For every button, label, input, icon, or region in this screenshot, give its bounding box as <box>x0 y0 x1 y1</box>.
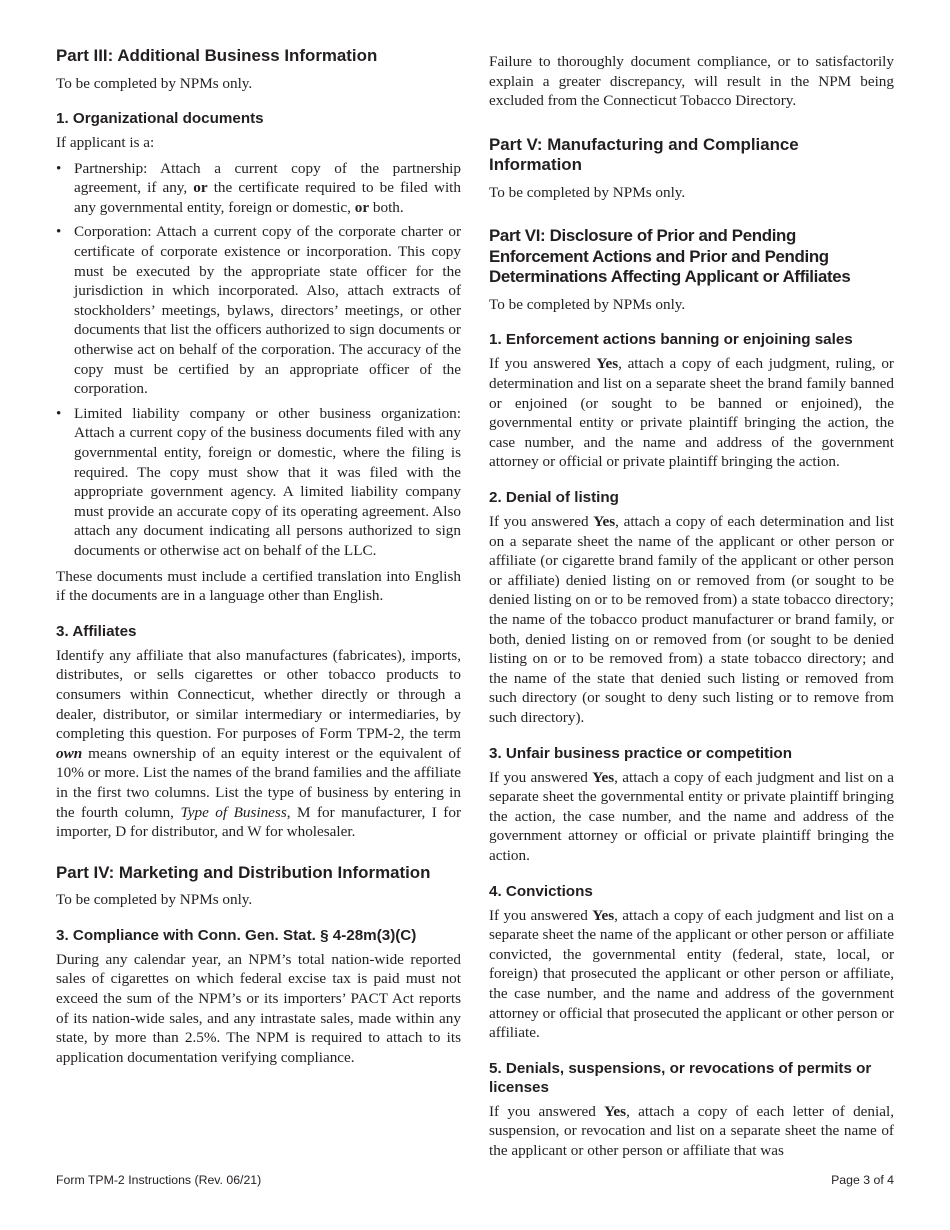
affiliates-text: Identify any affiliate that also manufactures (fabricates), imports, distributes, or sells cigarettes or other tobacco products to consumers within Connecticut, whether directly or through a dealer, distributor, or similar intermediary or intermediaries, by completing this question. For purposes of Form TPM-2, the term own means ownership of an equity interest or the equivalent of 10% or more. List the names of the brand families and the affiliate in the first two columns. List the type of business by entering in the fourth column, Type of Business, M for manufacturer, I for importer, D for distributor, and W for wholesaler. <box>56 646 462 841</box>
permits-heading: 5. Denials, suspensions, or revocations of permits or licenses <box>489 1059 872 1096</box>
denial-of-listing-heading: 2. Denial of listing <box>489 489 619 507</box>
convictions-heading: 4. Convictions <box>489 882 593 900</box>
left-column <box>56 46 461 1078</box>
bullet-icon: • <box>56 404 62 422</box>
list-item-llc: • Limited liability company or other business organization: Attach a current copy of the business documents filed with any governmental entity, foreign or domestic, where the filing is required. The copy must show that it was filed with the appropriate government agency. A limited liability company must provide an accurate copy of its operating agreement. Also attach any document indicating all persons authorized to sign documents or otherwise act on behalf of the LLC. <box>56 404 461 559</box>
list-item-partnership: • Partnership: Attach a current copy of the partnership agreement, if any, or the certificate required to be filed with any governmental entity, foreign or domestic, or both. <box>56 159 461 216</box>
unfair-practice-text: If you answered Yes, attach a copy of each judgment and list on a separate sheet the governmental entity or private plaintiff bringing the action, the case number, and the name and address of the government attorney or official or private plaintiff bringing the action. <box>489 768 895 864</box>
part3-title: Part III: Additional Business Information <box>56 46 378 65</box>
right-column <box>489 46 894 1171</box>
part5-intro: To be completed by NPMs only. <box>489 183 686 201</box>
failure-text: Failure to thoroughly document compliance, or to satisfactorily explain a greater discrepancy, will result in the NPM being excluded from the Connecticut Tobacco Directory. <box>489 53 894 110</box>
part3-intro: To be completed by NPMs only. <box>56 74 253 92</box>
bullet-icon: • <box>56 223 62 241</box>
denial-of-listing-text: If you answered Yes, attach a copy of each determination and list on a separate sheet the name of the applicant or other person or affiliate (or cigarette brand family of the applicant or other person or affiliate) denied listing on or removed from (or sought to be denied listing on or to be removed from) a state tobacco directory; the name of the tobacco product manufacturer or brand family, or both, denied listing on or removed from (or sought to be denied listing on or to be removed from) a state tobacco directory; and the name of the state that denied such listing or removed from such directory (or sought to deny such listing or to remove from such directory). <box>489 513 894 726</box>
org-documents-heading: 1. Organizational documents <box>56 110 264 128</box>
affiliates-heading: 3. Affiliates <box>56 622 137 640</box>
list-item-corporation: • Corporation: Attach a current copy of the corporate charter or certificate of corporate existence or incorporation. This copy must be executed by the appropriate state officer for the jurisdiction in which incorporated. Also, attach extracts of stockholders’ meetings, bylaws, directors’ meetings, or other documents that list the officers authorized to sign documents or otherwise act on behalf of the corporation. The accuracy of the copy must be certified by an appropriate officer of the corporation. <box>56 223 461 398</box>
part6-intro: To be completed by NPMs only. <box>489 295 686 313</box>
compliance-heading: 3. Compliance with Conn. Gen. Stat. § 4-28m(3)(C) <box>56 926 417 944</box>
translation-note: These documents must include a certified translation into English if the documents are in a language other than English. <box>56 567 461 605</box>
part5-title: Part V: Manufacturing and Compliance Information <box>489 134 799 175</box>
part6-title: Part VI: Disclosure of Prior and Pending Enforcement Actions and Prior and Pending Determinations Affecting Applicant or Affiliates <box>489 226 851 287</box>
bullet-icon: • <box>56 159 62 177</box>
compliance-text: During any calendar year, an NPM’s total nation-wide reported sales of cigarettes on which federal excise tax is paid must not exceed the sum of the NPM’s or its importers’ PACT Act reports of its nation-wide sales, and any intrastate sales, made within any state, by more than 2.5%. The NPM is required to attach to its application documentation verifying compliance. <box>56 950 461 1066</box>
footer-page-number: Page 3 of 4 <box>831 1173 894 1187</box>
permits-text: If you answered Yes, attach a copy of each letter of denial, suspension, or revocation and list on a separate sheet the name of the applicant or other person or affiliate that was <box>489 1102 894 1159</box>
org-documents-list <box>56 159 461 561</box>
org-documents-intro: If applicant is a: <box>56 134 155 152</box>
convictions-text: If you answered Yes, attach a copy of each judgment and list on a separate sheet the name of the applicant or other person or affiliate convicted, the governmental entity (federal, state, local, or foreign) that prosecuted the applicant or other person or affiliate, the case number, and the name and address of the government attorney or official that prosecuted the applicant or other person or affiliate. <box>489 906 895 1042</box>
part4-intro: To be completed by NPMs only. <box>56 891 253 909</box>
unfair-practice-heading: 3. Unfair business practice or competition <box>489 744 792 762</box>
enforcement-heading: 1. Enforcement actions banning or enjoining sales <box>489 331 853 349</box>
footer-form-id: Form TPM-2 Instructions (Rev. 06/21) <box>56 1173 262 1187</box>
enforcement-text: If you answered Yes, attach a copy of each judgment, ruling, or determination and list on a separate sheet the brand family banned or enjoined (or sought to be banned or enjoined), the governmental entity or private plaintiff bringing the action, the case number, and the name and address of the government attorney or official or private plaintiff bringing the action. <box>489 355 894 471</box>
part4-title: Part IV: Marketing and Distribution Information <box>56 862 431 882</box>
